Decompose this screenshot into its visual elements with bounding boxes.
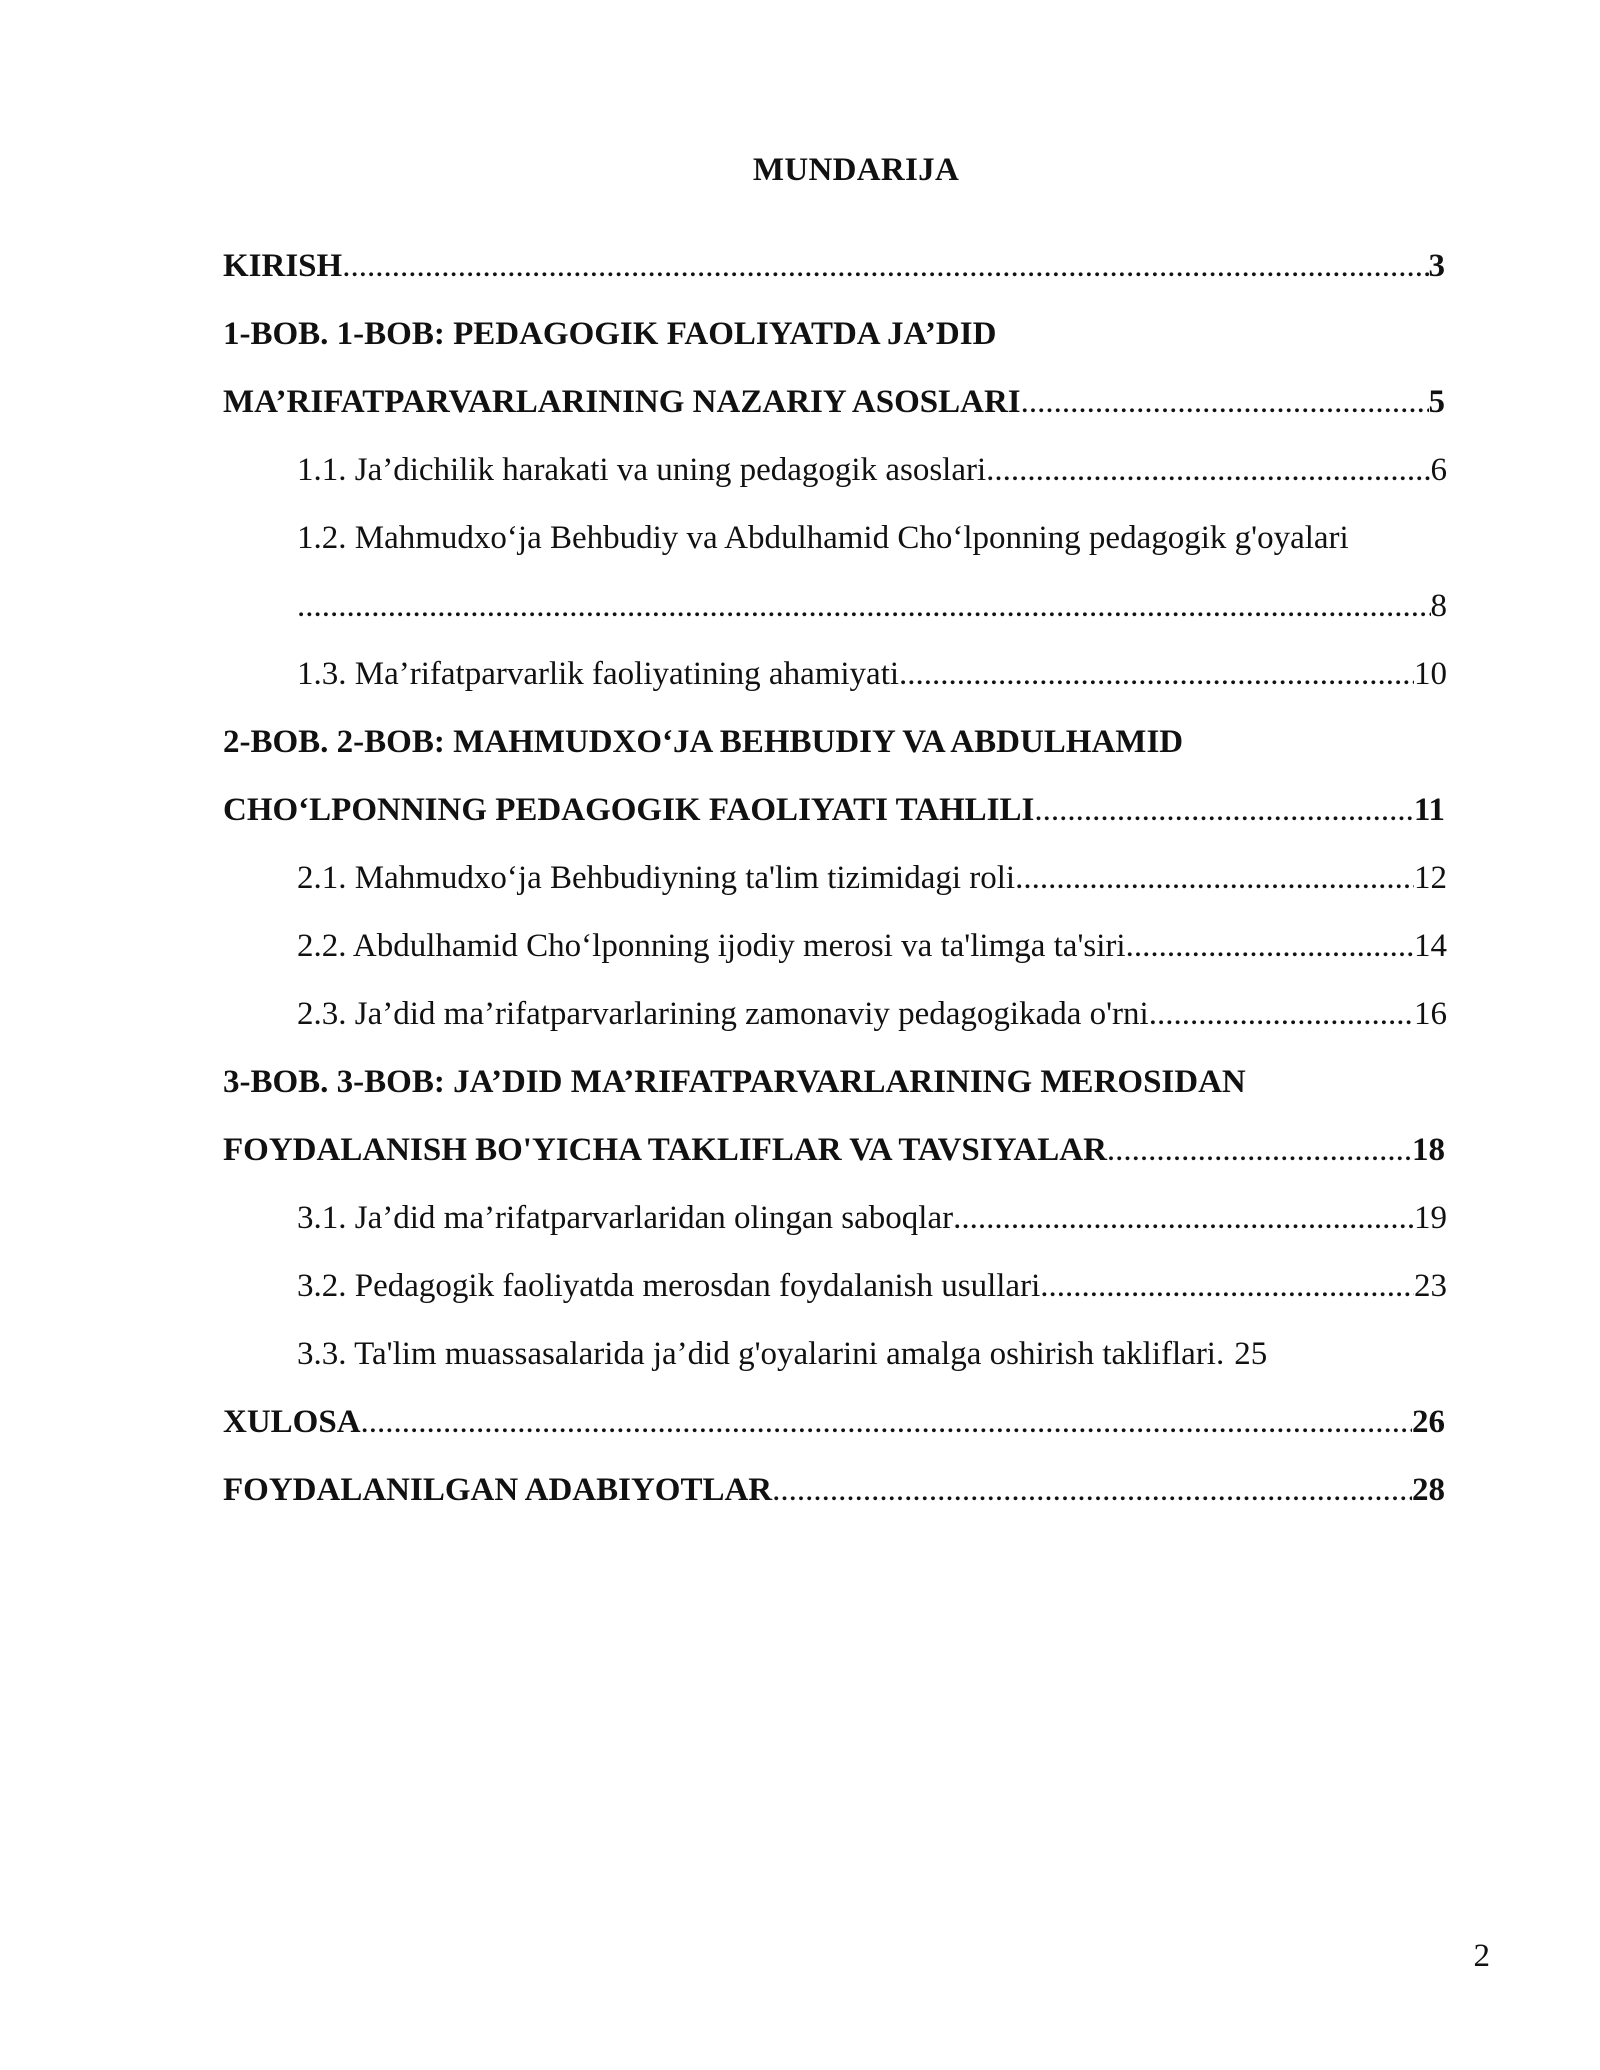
toc-entry-section-2-2[interactable] <box>223 912 1448 980</box>
toc-page-number: 14 <box>1414 928 1447 964</box>
toc-title: MUNDARIJA <box>752 152 960 188</box>
toc-entry-section-1-3[interactable] <box>223 640 1448 708</box>
toc-entry-label-line-1: 1.2. Mahmudxo‘ja Behbudiy va Abdulhamid Cho‘lponning pedagogik g'oyalari <box>297 520 1349 556</box>
toc-entry-section-1-2[interactable] <box>223 504 1448 640</box>
toc-entry-label-line-1: 1-BOB. 1-BOB: PEDAGOGIK FAOLIYATDA JA’DID <box>223 316 997 352</box>
toc-page-number: 26 <box>1412 1404 1445 1440</box>
toc-entry-chapter-1[interactable] <box>223 300 1448 436</box>
toc-entry-chapter-2[interactable] <box>223 708 1448 844</box>
toc-entry-section-2-1[interactable] <box>223 844 1448 912</box>
toc-entry-label: 3.1. Ja’did ma’rifatparvarlaridan olingan saboqlar <box>297 1200 954 1236</box>
toc-entry-kirish[interactable] <box>223 232 1448 300</box>
toc-page-number: 19 <box>1414 1200 1447 1236</box>
toc-page-number: 16 <box>1414 996 1447 1032</box>
toc-page-number: 6 <box>1430 452 1447 488</box>
toc-page-number: 5 <box>1428 384 1445 420</box>
dot-leader <box>1015 844 1414 912</box>
toc-page-number: 3 <box>1428 248 1445 284</box>
toc-entry-label: FOYDALANILGAN ADABIYOTLAR <box>223 1472 773 1508</box>
page-number: 2 <box>1473 1938 1490 1974</box>
toc-entry-section-3-1[interactable] <box>223 1184 1448 1252</box>
dot-leader <box>297 572 1431 640</box>
toc-entry-section-3-2[interactable] <box>223 1252 1448 1320</box>
toc-entry-label: 2.2. Abdulhamid Cho‘lponning ijodiy merosi va ta'limga ta'siri <box>297 928 1126 964</box>
toc-entry-label-line-2: CHO‘LPONNING PEDAGOGIK FAOLIYATI TAHLILI <box>223 792 1035 828</box>
toc-entry-label: 1.3. Ma’rifatparvarlik faoliyatining ahamiyati <box>297 656 900 692</box>
toc-entry-label: 3.3. Ta'lim muassasalarida ja’did g'oyalarini amalga oshirish takliflari. <box>297 1336 1225 1372</box>
toc-entry-label: 2.1. Mahmudxo‘ja Behbudiyning ta'lim tizimidagi roli <box>297 860 1016 896</box>
toc-entry-section-1-1[interactable] <box>223 436 1448 504</box>
dot-leader <box>1107 1116 1412 1184</box>
toc-page-number: 25 <box>1234 1336 1268 1372</box>
dot-leader <box>986 436 1430 504</box>
toc-page-number: 18 <box>1412 1132 1445 1168</box>
toc-entry-section-2-3[interactable] <box>223 980 1448 1048</box>
toc-entry-label-line-1: 2-BOB. 2-BOB: MAHMUDXO‘JA BEHBUDIY VA ABDULHAMID <box>223 724 1184 760</box>
toc-page-number: 23 <box>1414 1268 1447 1304</box>
toc-entry-label-line-1: 3-BOB. 3-BOB: JA’DID MA’RIFATPARVARLARINING MEROSIDAN <box>223 1064 1246 1100</box>
toc-page-number: 10 <box>1414 656 1447 692</box>
toc-entry-label: XULOSA <box>223 1404 361 1440</box>
dot-leader <box>1040 1252 1414 1320</box>
dot-leader <box>772 1456 1412 1524</box>
toc-entry-chapter-3[interactable] <box>223 1048 1448 1184</box>
toc-entry-label-line-2: MA’RIFATPARVARLARINING NAZARIY ASOSLARI <box>223 384 1021 420</box>
toc-entry-xulosa[interactable] <box>223 1388 1448 1456</box>
toc-page-number: 12 <box>1414 860 1447 896</box>
toc-entry-label-line-2: FOYDALANISH BO'YICHA TAKLIFLAR VA TAVSIYALAR <box>223 1132 1107 1168</box>
dot-leader <box>1126 912 1414 980</box>
dot-leader <box>342 232 1428 300</box>
toc-page-number: 28 <box>1412 1472 1445 1508</box>
dot-leader <box>953 1184 1414 1252</box>
toc-page-number: 11 <box>1413 792 1445 828</box>
dot-leader <box>1021 368 1429 436</box>
dot-leader <box>1034 776 1413 844</box>
toc-entry-label: KIRISH <box>223 248 343 284</box>
toc-entry-label: 3.2. Pedagogik faoliyatda merosdan foydalanish usullari <box>297 1268 1041 1304</box>
dot-leader <box>361 1388 1412 1456</box>
toc-entry-label: 2.3. Ja’did ma’rifatparvarlarining zamonaviy pedagogikada o'rni <box>297 996 1149 1032</box>
toc-page-number: 8 <box>1430 588 1447 624</box>
table-of-contents <box>223 232 1448 1524</box>
dot-leader <box>899 640 1414 708</box>
toc-entry-section-3-3[interactable] <box>223 1320 1448 1388</box>
toc-entry-label: 1.1. Ja’dichilik harakati va uning pedagogik asoslari <box>297 452 987 488</box>
toc-entry-adabiyotlar[interactable] <box>223 1456 1448 1524</box>
dot-leader <box>1149 980 1414 1048</box>
